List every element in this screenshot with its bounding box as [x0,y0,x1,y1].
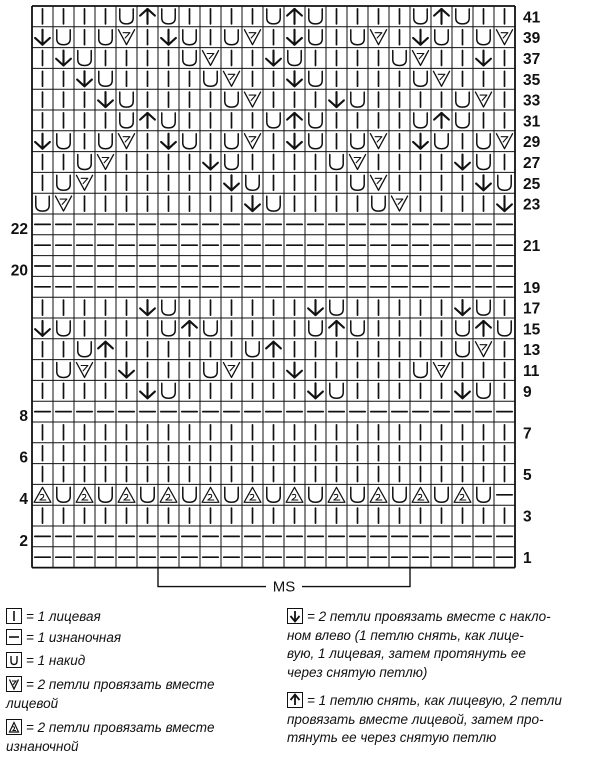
legend-p2tog-text-2: изнаночной [6,738,79,754]
row-number-right: 21 [523,238,541,256]
row-number-right: 35 [523,71,541,89]
legend-yarn-over-text: = 1 накид [26,653,86,668]
legend-sk2p-text-1: = 1 петлю снять, как лицевую, 2 петли [307,693,562,708]
legend-ssk-text-2: ном влево (1 петлю снять, как лице- [287,627,524,643]
sk2p-icon [287,692,303,708]
row-number-right: 19 [523,279,541,297]
row-number-right: 41 [523,9,541,27]
legend-sk2p [287,692,562,748]
legend-ssk-text-1: = 2 петли провязать вместе с накло- [307,609,551,624]
legend-sk2p-text-2: провязать вместе лицевой, затем про- [287,711,544,727]
legend-sk2p-text-3: тянуть ее через снятую петлю [287,730,497,745]
row-number-left: 2 [19,532,28,550]
row-number-right: 23 [523,196,541,214]
legend-k2tog-text-2: лицевой [6,695,59,711]
row-number-right: 13 [523,342,541,360]
row-number-left: 22 [10,220,28,238]
row-number-right: 15 [523,321,541,339]
p2tog-icon [6,719,22,735]
row-number-right: 39 [523,30,541,48]
legend-k2tog [6,676,215,713]
row-number-right: 37 [523,51,541,68]
row-number-right: 1 [523,550,532,568]
yarn-over-icon [6,652,22,668]
legend-ssk-text-4: через снятую петлю) [287,664,428,680]
row-number-left: 8 [19,408,28,425]
legend-ssk [287,608,551,682]
row-number-right: 29 [523,134,541,152]
row-number-right: 27 [523,155,541,172]
row-number-left: 6 [19,449,28,467]
legend-purl [6,629,121,648]
legend-p2tog-text-1: = 2 петли провязать вместе [26,720,215,735]
row-number-left: 4 [19,491,28,509]
legend-yarn-over [6,652,85,671]
knit-icon [6,608,22,624]
row-number-right: 7 [523,425,532,443]
row-number-right: 9 [523,383,532,401]
legend-knit-text: = 1 лицевая [26,609,101,624]
row-number-right: 3 [523,508,532,526]
legend-knit [6,608,101,627]
row-number-right: 25 [523,175,541,193]
ms-label: MS [272,578,296,596]
ssk-icon [287,608,303,624]
legend-purl-text: = 1 изнаночная [26,630,122,645]
row-number-right: 33 [523,92,541,110]
row-number-right: 31 [523,113,541,131]
row-number-right: 17 [523,300,541,318]
row-number-left: 20 [10,262,28,280]
k2tog-icon [6,676,22,692]
row-number-right: 11 [523,363,540,380]
legend-ssk-text-3: вую, 1 лицевая, затем протянуть ее [287,646,526,661]
row-number-right: 5 [523,467,532,484]
legend-k2tog-text-1: = 2 петли провязать вместе [26,677,215,692]
purl-icon [6,629,22,645]
legend-p2tog [6,719,215,756]
